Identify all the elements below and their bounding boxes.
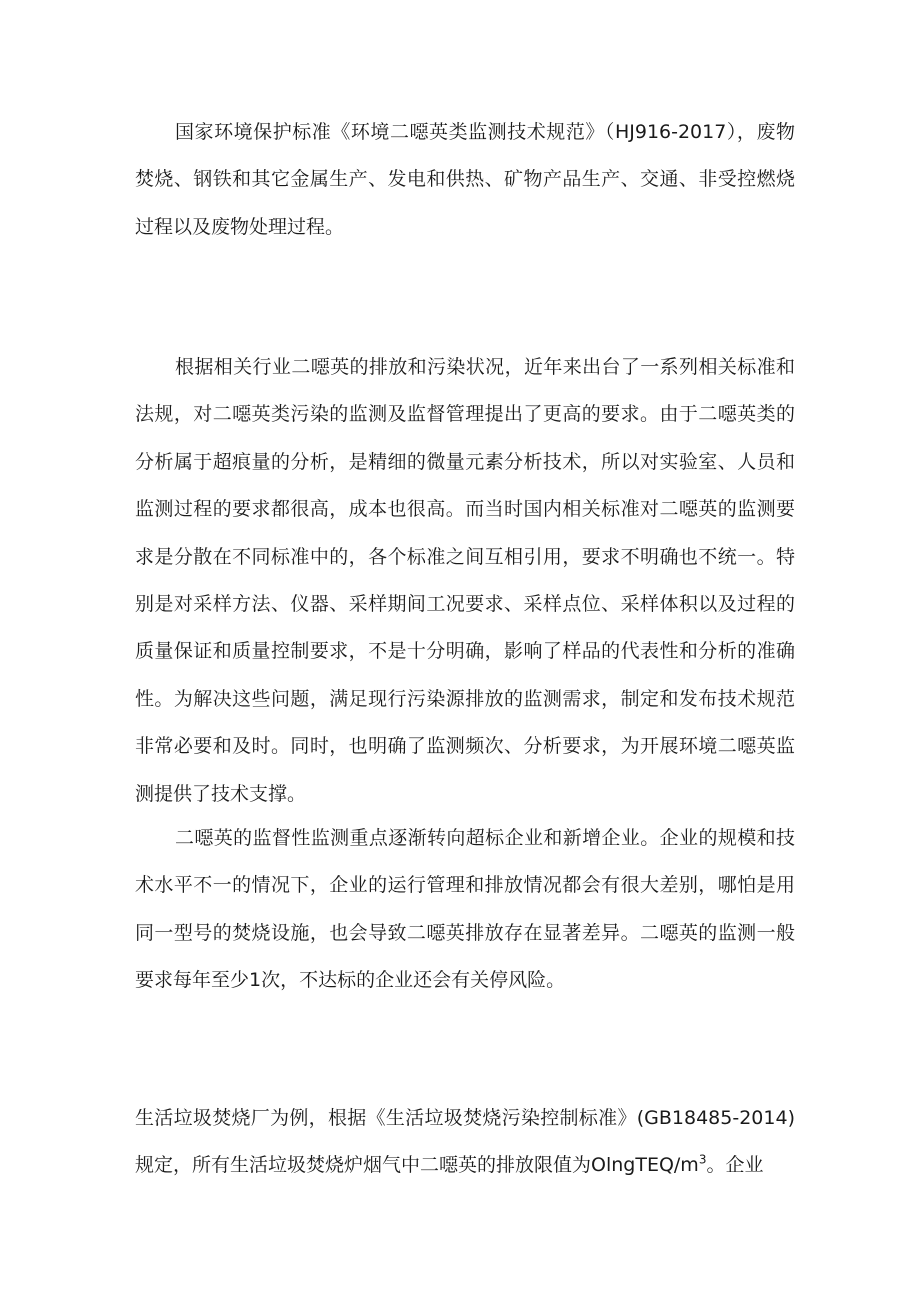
paragraph-supervision: 二噁英的监督性监测重点逐渐转向超标企业和新增企业。企业的规模和技术水平不一的情况下，企业的运行管理和排放情况都会有很大差别，哪怕是用同一型号的焚烧设施，也会导致二噁英排放存在显著差异。二噁英的监测一般要求每年至少1次，不达标的企业还会有关停风险。 bbox=[135, 827, 795, 992]
limit-text: 生活垃圾焚烧厂为例，根据《生活垃圾焚烧污染控制标准》(GB18485-2014)规定，所有生活垃圾焚烧炉烟气中二噁英的排放限值为OlngTEQ/m bbox=[135, 1107, 795, 1177]
paragraph-background: 根据相关行业二噁英的排放和污染状况，近年来出台了一系列相关标准和法规，对二噁英类污染的监测及监督管理提出了更高的要求。由于二噁英类的分析属于超痕量的分析，是精细的微量元素分析技术，所以对实验室、人员和监测过程的要求都很高，成本也很高。而当时国内相关标准对二噁英的监测要求是分散在不同标准中的，各个标准之间互相引用，要求不明确也不统一。特别是对采样方法、仪器、采样期间工况要求、采样点位、采样体积以及过程的质量保证和质量控制要求，不是十分明确，影响了样品的代表性和分析的准确性。为解决这些问题，满足现行污染源排放的监测需求，制定和发布技术规范非常必要和及时。同时，也明确了监测频次、分析要求，为开展环境二噁英监测提供了技术支撑。 bbox=[135, 356, 795, 805]
paragraph-standard-intro: 国家环境保护标准《环境二噁英类监测技术规范》（HJ916-2017），废物焚烧、钢铁和其它金属生产、发电和供热、矿物产品生产、交通、非受控燃烧过程以及废物处理过程。 bbox=[135, 121, 795, 238]
limit-tail: 。企业 bbox=[706, 1154, 764, 1177]
paragraph-incineration-limit bbox=[135, 1095, 795, 1190]
unit-superscript: 3 bbox=[698, 1153, 707, 1168]
